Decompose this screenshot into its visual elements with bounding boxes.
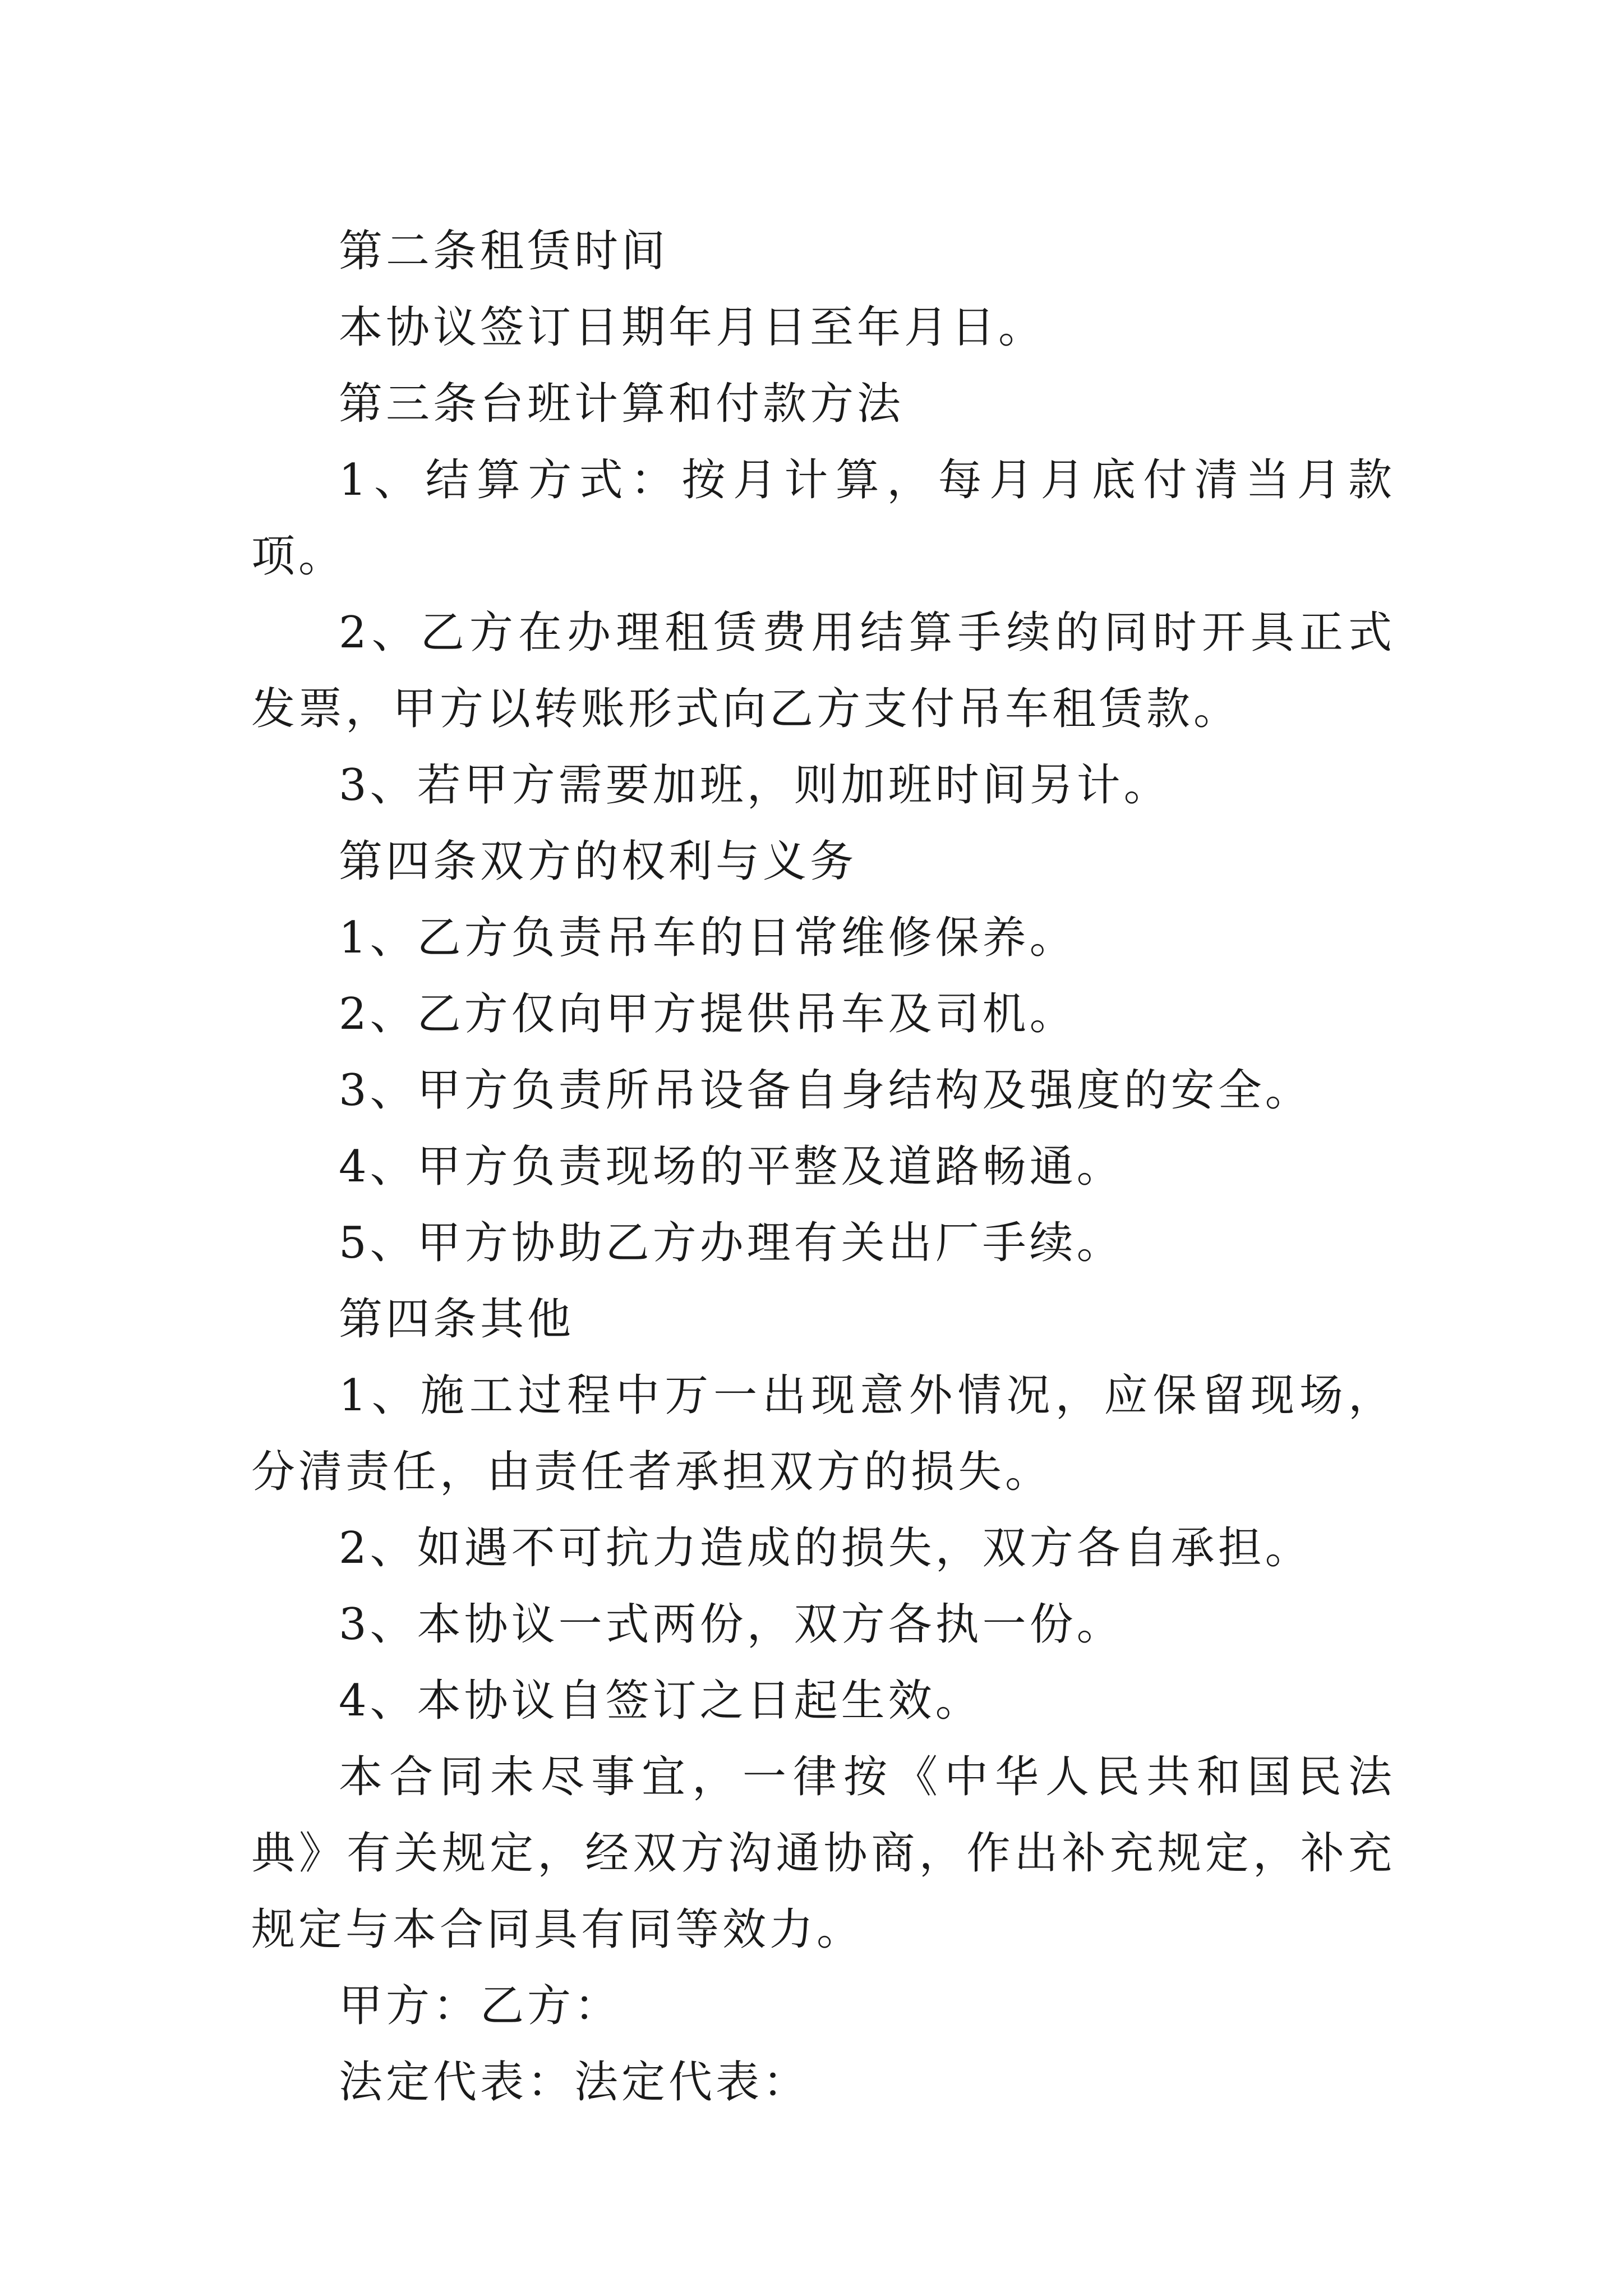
section-heading-lease-term: 第二条租赁时间: [339, 226, 669, 277]
signature-parties-line: 甲方：乙方：: [339, 1981, 622, 2031]
paragraph-signing-date: 本协议签订日期年月日至年月日。: [339, 302, 1046, 353]
clause-item: 3、若甲方需要加班，则加班时间另计。: [339, 760, 1171, 811]
section-heading-payment: 第三条台班计算和付款方法: [339, 379, 905, 429]
section-heading-other: 第四条其他: [339, 1294, 575, 1345]
signature-representatives-line: 法定代表：法定代表：: [339, 2057, 810, 2108]
clause-item: 5、甲方协助乙方办理有关出厂手续。: [339, 1218, 1124, 1268]
clause-item: 1、乙方负责吊车的日常维修保养。: [339, 913, 1077, 963]
clause-item: 1、施工过程中万一出现意外情况，应保留现场，分清责任，由责任者承担双方的损失。: [251, 1370, 1395, 1497]
paragraph-supplementary: 本合同未尽事宜，一律按《中华人民共和国民法典》有关规定，经双方沟通协商，作出补充规定，补充规定与本合同具有同等效力。: [251, 1752, 1395, 1955]
clause-item: 2、乙方仅向甲方提供吊车及司机。: [339, 989, 1077, 1039]
clause-item: 4、甲方负责现场的平整及道路畅通。: [339, 1142, 1124, 1192]
clause-item: 3、甲方负责所吊设备自身结构及强度的安全。: [339, 1065, 1312, 1116]
clause-item: 1、结算方式：按月计算，每月月底付清当月款项。: [251, 455, 1395, 582]
document-body: [251, 213, 1395, 2120]
clause-item: 4、本协议自签订之日起生效。: [339, 1676, 983, 1726]
clause-item: 2、如遇不可抗力造成的损失，双方各自承担。: [339, 1523, 1312, 1573]
section-heading-rights-obligations: 第四条双方的权利与义务: [339, 836, 857, 887]
clause-item: 2、乙方在办理租赁费用结算手续的同时开具正式发票，甲方以转账形式向乙方支付吊车租赁款。: [251, 608, 1395, 734]
clause-item: 3、本协议一式两份，双方各执一份。: [339, 1599, 1124, 1650]
